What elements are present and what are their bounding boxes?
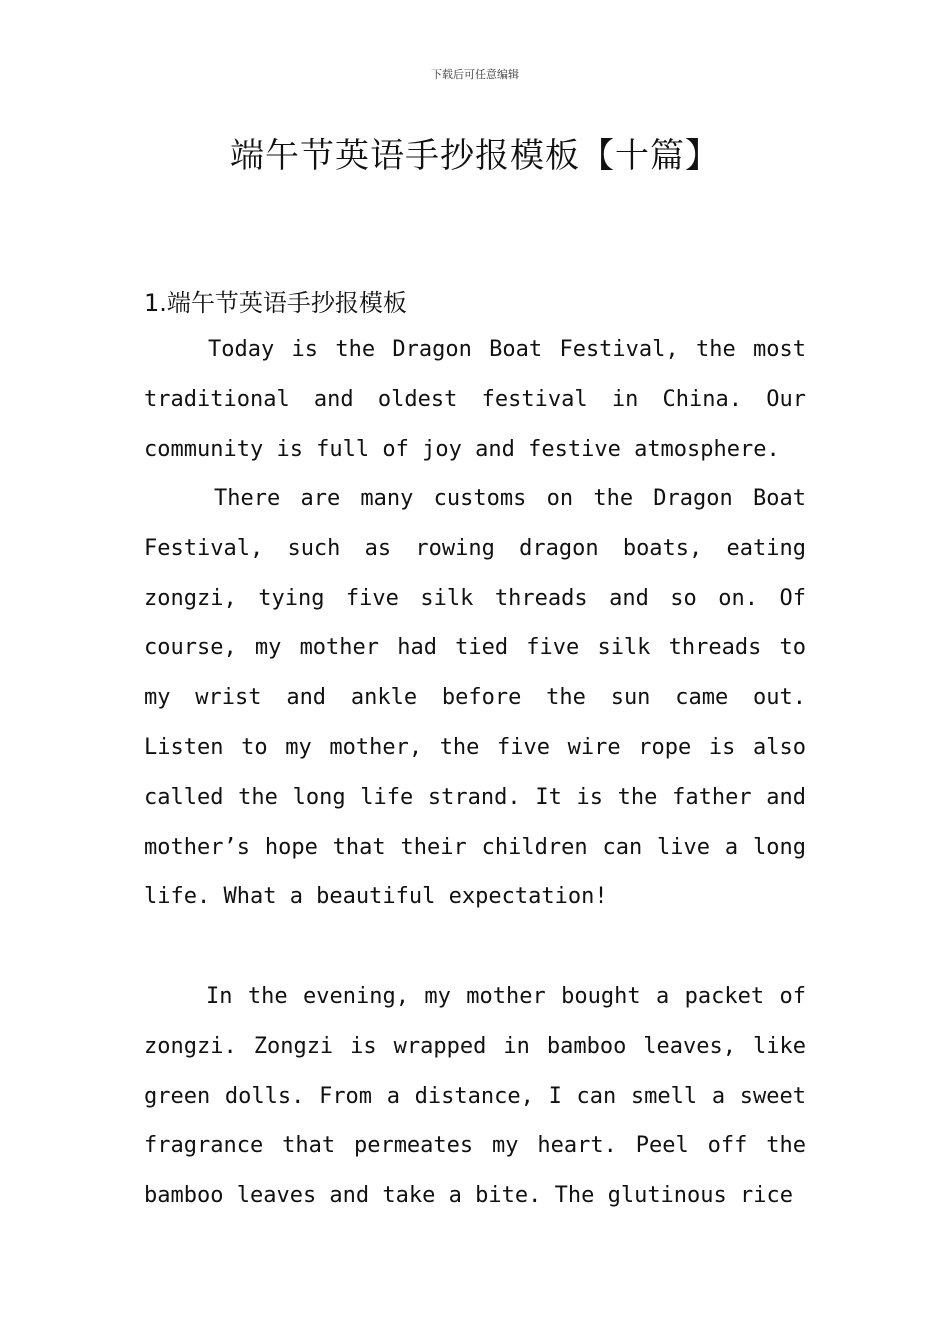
document-title: 端午节英语手抄报模板【十篇】 bbox=[230, 136, 720, 176]
paragraph-1: Today is the Dragon Boat Festival, the most traditional and oldest festival in China. Our community is full of joy and festive atmosphere. bbox=[144, 337, 806, 462]
section-heading: 1.端午节英语手抄报模板 bbox=[144, 289, 407, 317]
paragraph-2: There are many customs on the Dragon Boat Festival, such as rowing dragon boats, eating zongzi, tying five silk threads and so on. Of course, my mother had tied five silk threads to my wrist and ankle before the sun came out. Listen to my mother, the five wire rope is also called the long life strand. It is the father and mother’s hope that their children can live a long life. What a beautiful expectation! bbox=[144, 486, 806, 910]
paragraph-3: In the evening, my mother bought a packet of zongzi. Zongzi is wrapped in bamboo leaves, like green dolls. From a distance, I can smell a sweet fragrance that permeates my heart. Peel off the bamboo leaves and take a bite. The glutinous rice bbox=[144, 984, 806, 1209]
header-note: 下载后可任意编辑 bbox=[431, 68, 519, 81]
